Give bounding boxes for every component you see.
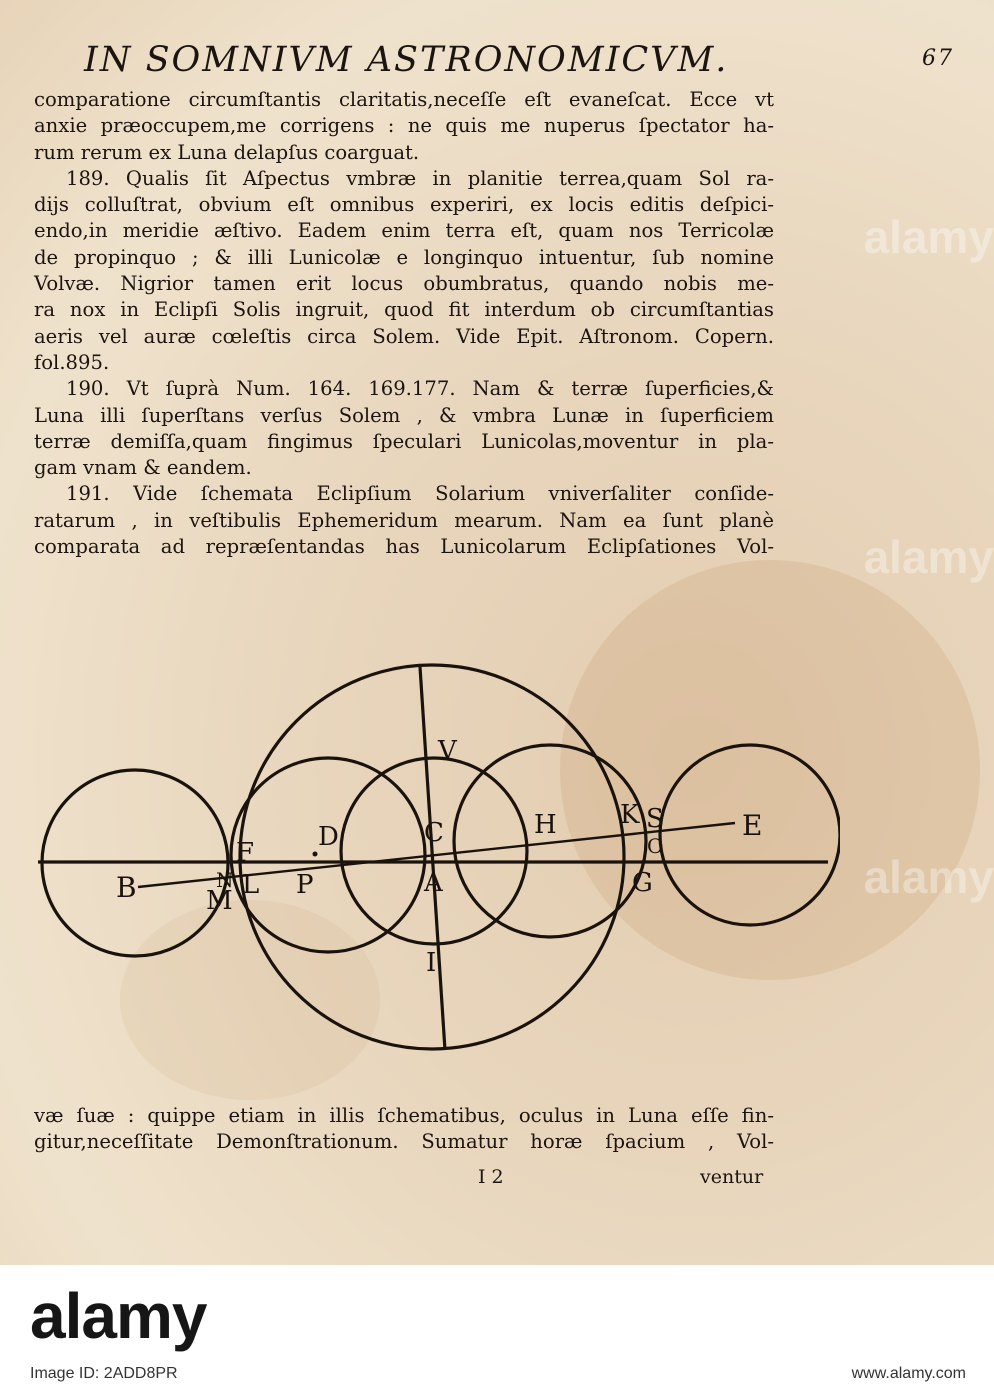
watermark-overlay: alamy [863, 211, 994, 263]
circle-center [341, 758, 527, 944]
eclipse-diagram [20, 655, 840, 1075]
label-m: M [206, 886, 233, 916]
text-line: terræ demiſſa,quam fingimus ſpeculari Lunicolas,moventur in pla- [34, 429, 774, 453]
running-title: IN SOMNIVM ASTRONOMICVM. [84, 40, 729, 80]
label-c: C [424, 818, 444, 848]
paragraph-189 [34, 166, 774, 376]
circle-right-inner [454, 745, 646, 937]
label-e: E [742, 809, 763, 842]
text-line: ra nox in Eclipſi Solis ingruit, quod fit interdum ob circumſtantias [34, 298, 774, 322]
label-g: G [632, 868, 653, 898]
label-p: P [296, 870, 314, 900]
text-line: dijs colluſtrat, obvium eſt omnibus experiri, ex locis editis deſpici- [34, 193, 774, 217]
image-id: Image ID: 2ADD8PR [30, 1365, 178, 1382]
text-line: endo,in meridie æſtivo. Eadem enim terra eſt, quam nos Terricolæ [34, 219, 774, 243]
text-line: comparata ad repræſentandas has Lunicolarum Eclipſationes Vol- [34, 535, 774, 559]
text-line: de propinquo ; & illi Lunicolæ e longinquo intuentur, ſub nomine [34, 245, 774, 269]
body-text [34, 87, 774, 560]
label-l: L [242, 870, 260, 900]
label-h: H [534, 810, 557, 840]
label-d: D [318, 822, 339, 852]
circle-left-inner [231, 758, 425, 952]
label-n: N [216, 868, 234, 892]
label-f: F [236, 838, 255, 868]
text-line: aeris vel auræ cœleſtis circa Solem. Vide Epit. Aſtronom. Copern. [34, 324, 774, 348]
site-url: www.alamy.com [851, 1365, 966, 1382]
text-line: Luna illi ſuperſtans verſus Solem , & vmbra Lunæ in ſuperficiem [34, 403, 774, 427]
text-line: væ ſuæ : quippe etiam in illis ſchematibus, oculus in Luna eſſe fin- [34, 1104, 774, 1127]
text-line: fol.895. [34, 350, 110, 374]
catchword: ventur [700, 1166, 764, 1188]
page-number: 67 [922, 46, 954, 71]
text-line: anxie præoccupem,me corrigens : ne quis me nuperus ſpectator ha- [34, 114, 774, 138]
text-line: 189. Qualis ſit Aſpectus vmbræ in planitie terrea,quam Sol ra- [66, 166, 774, 190]
label-v: V [438, 736, 457, 766]
alamy-logo: alamy [30, 1280, 207, 1352]
label-o: O [647, 834, 664, 858]
text-line: comparatione circumſtantis claritatis,neceſſe eſt evaneſcat. Ecce vt [34, 88, 774, 111]
text-line: gam vnam & eandem. [34, 456, 252, 480]
paragraph-188-continued [34, 87, 774, 166]
bottom-text [34, 1103, 774, 1156]
label-b: B [116, 871, 137, 904]
point-marker [313, 852, 318, 857]
label-i: I [426, 948, 437, 978]
paragraph-190 [34, 376, 774, 481]
text-line: 191. Vide ſchemata Eclipſium Solarium vniverſaliter conſide- [66, 482, 774, 506]
watermark-overlay: alamy [863, 531, 994, 583]
label-s: S [646, 804, 664, 834]
text-line: rum rerum ex Luna delapſus coarguat. [34, 140, 420, 164]
signature-mark: I 2 [478, 1166, 504, 1188]
text-line: Volvæ. Nigrior tamen erit locus obumbratus, quando nobis me- [34, 272, 774, 296]
text-line: gitur,neceſſitate Demonſtrationum. Sumatur horæ ſpacium , Vol- [34, 1130, 774, 1154]
label-k: K [620, 800, 640, 830]
paragraph-191 [34, 481, 774, 560]
running-header [84, 40, 954, 80]
text-line: 190. Vt ſuprà Num. 164. 169.177. Nam & terræ ſuperficies,& [66, 377, 774, 401]
label-a: A [424, 868, 443, 898]
stock-watermark-bar [0, 1265, 994, 1390]
text-line: ratarum , in veſtibulis Ephemeridum mearum. Nam ea ſunt planè [34, 508, 774, 532]
watermark-overlay: alamy [863, 851, 994, 903]
